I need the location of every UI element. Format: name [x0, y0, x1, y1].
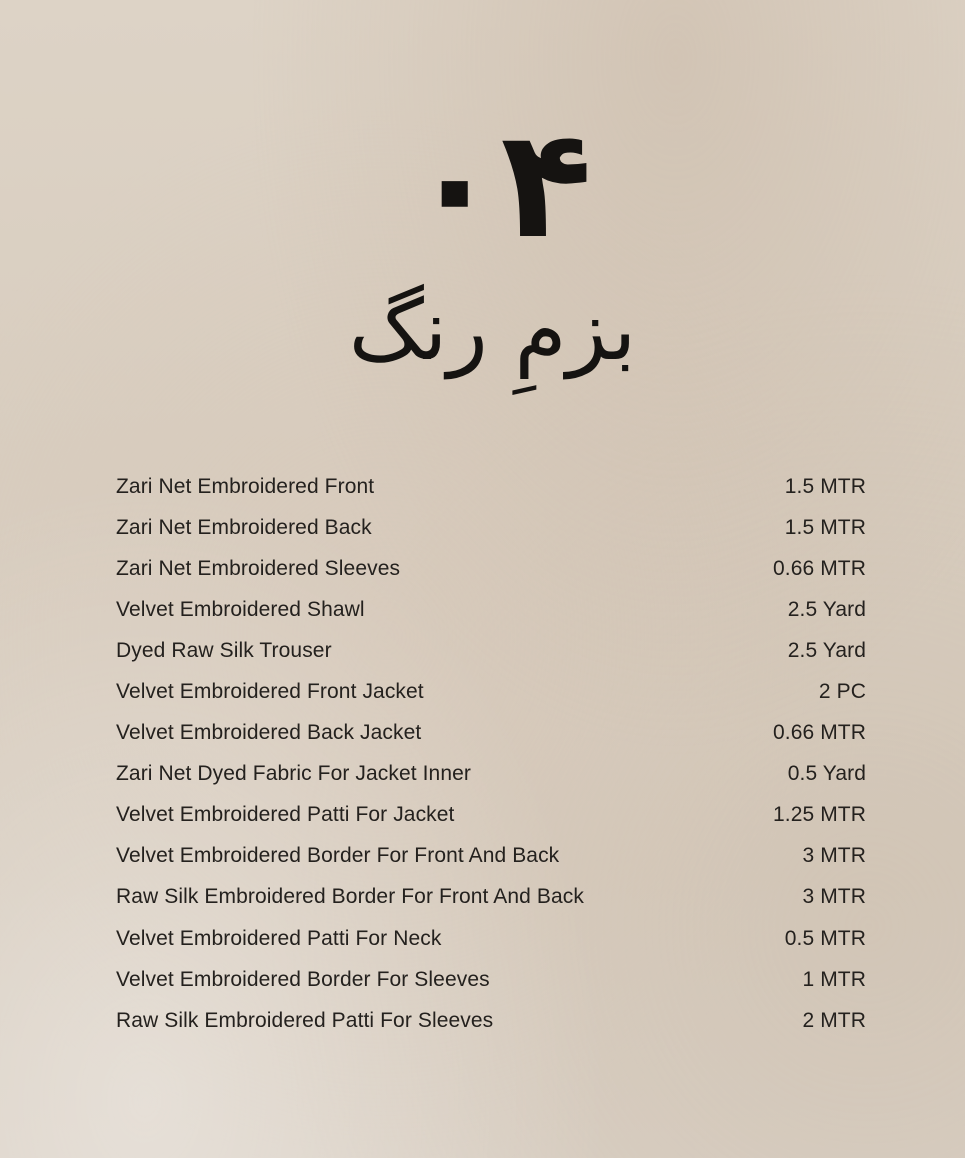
- item-name: Zari Net Embroidered Back: [116, 515, 372, 539]
- list-item: [116, 713, 866, 754]
- collection-heading: [0, 95, 965, 390]
- list-item: [116, 754, 866, 795]
- item-name: Velvet Embroidered Border For Front And Back: [116, 844, 560, 868]
- item-quantity: 2 MTR: [802, 1008, 866, 1032]
- item-quantity: 1.25 MTR: [773, 803, 866, 827]
- list-item: [116, 918, 866, 959]
- item-name: Velvet Embroidered Border For Sleeves: [116, 967, 490, 991]
- item-name: Velvet Embroidered Front Jacket: [116, 680, 424, 704]
- item-quantity: 1 MTR: [802, 967, 866, 991]
- item-name: Velvet Embroidered Patti For Jacket: [116, 803, 455, 827]
- item-quantity: 1.5 MTR: [784, 515, 866, 539]
- item-name: Zari Net Dyed Fabric For Jacket Inner: [116, 762, 471, 786]
- list-item: [116, 671, 866, 712]
- list-item: [116, 589, 866, 630]
- list-item: [116, 959, 866, 1000]
- item-name: Velvet Embroidered Back Jacket: [116, 721, 422, 745]
- item-quantity: 1.5 MTR: [784, 474, 866, 498]
- item-quantity: 2.5 Yard: [787, 597, 866, 621]
- list-item: [116, 836, 866, 877]
- list-item: [116, 1000, 866, 1041]
- collection-number: ۰۴: [408, 98, 593, 272]
- list-item: [116, 548, 866, 589]
- item-name: Zari Net Embroidered Sleeves: [116, 556, 401, 580]
- item-quantity: 2.5 Yard: [787, 638, 866, 662]
- list-item: [116, 795, 866, 836]
- item-quantity: 0.5 Yard: [787, 762, 866, 786]
- item-name: Velvet Embroidered Shawl: [116, 597, 365, 621]
- fabric-list: [116, 466, 866, 1041]
- item-quantity: 2 PC: [818, 680, 866, 704]
- list-item: [116, 630, 866, 671]
- item-name: Velvet Embroidered Patti For Neck: [116, 926, 442, 950]
- item-quantity: 3 MTR: [802, 885, 866, 909]
- item-name: Raw Silk Embroidered Border For Front And Back: [116, 885, 584, 909]
- item-name: Raw Silk Embroidered Patti For Sleeves: [116, 1008, 494, 1032]
- item-quantity: 0.66 MTR: [773, 721, 866, 745]
- item-quantity: 3 MTR: [802, 844, 866, 868]
- list-item: [116, 466, 866, 507]
- item-quantity: 0.66 MTR: [773, 556, 866, 580]
- list-item: [116, 507, 866, 548]
- list-item: [116, 877, 866, 918]
- item-quantity: 0.5 MTR: [784, 926, 866, 950]
- item-name: Dyed Raw Silk Trouser: [116, 638, 332, 662]
- collection-title: بزمِ رنگ: [348, 281, 637, 379]
- item-name: Zari Net Embroidered Front: [116, 474, 375, 498]
